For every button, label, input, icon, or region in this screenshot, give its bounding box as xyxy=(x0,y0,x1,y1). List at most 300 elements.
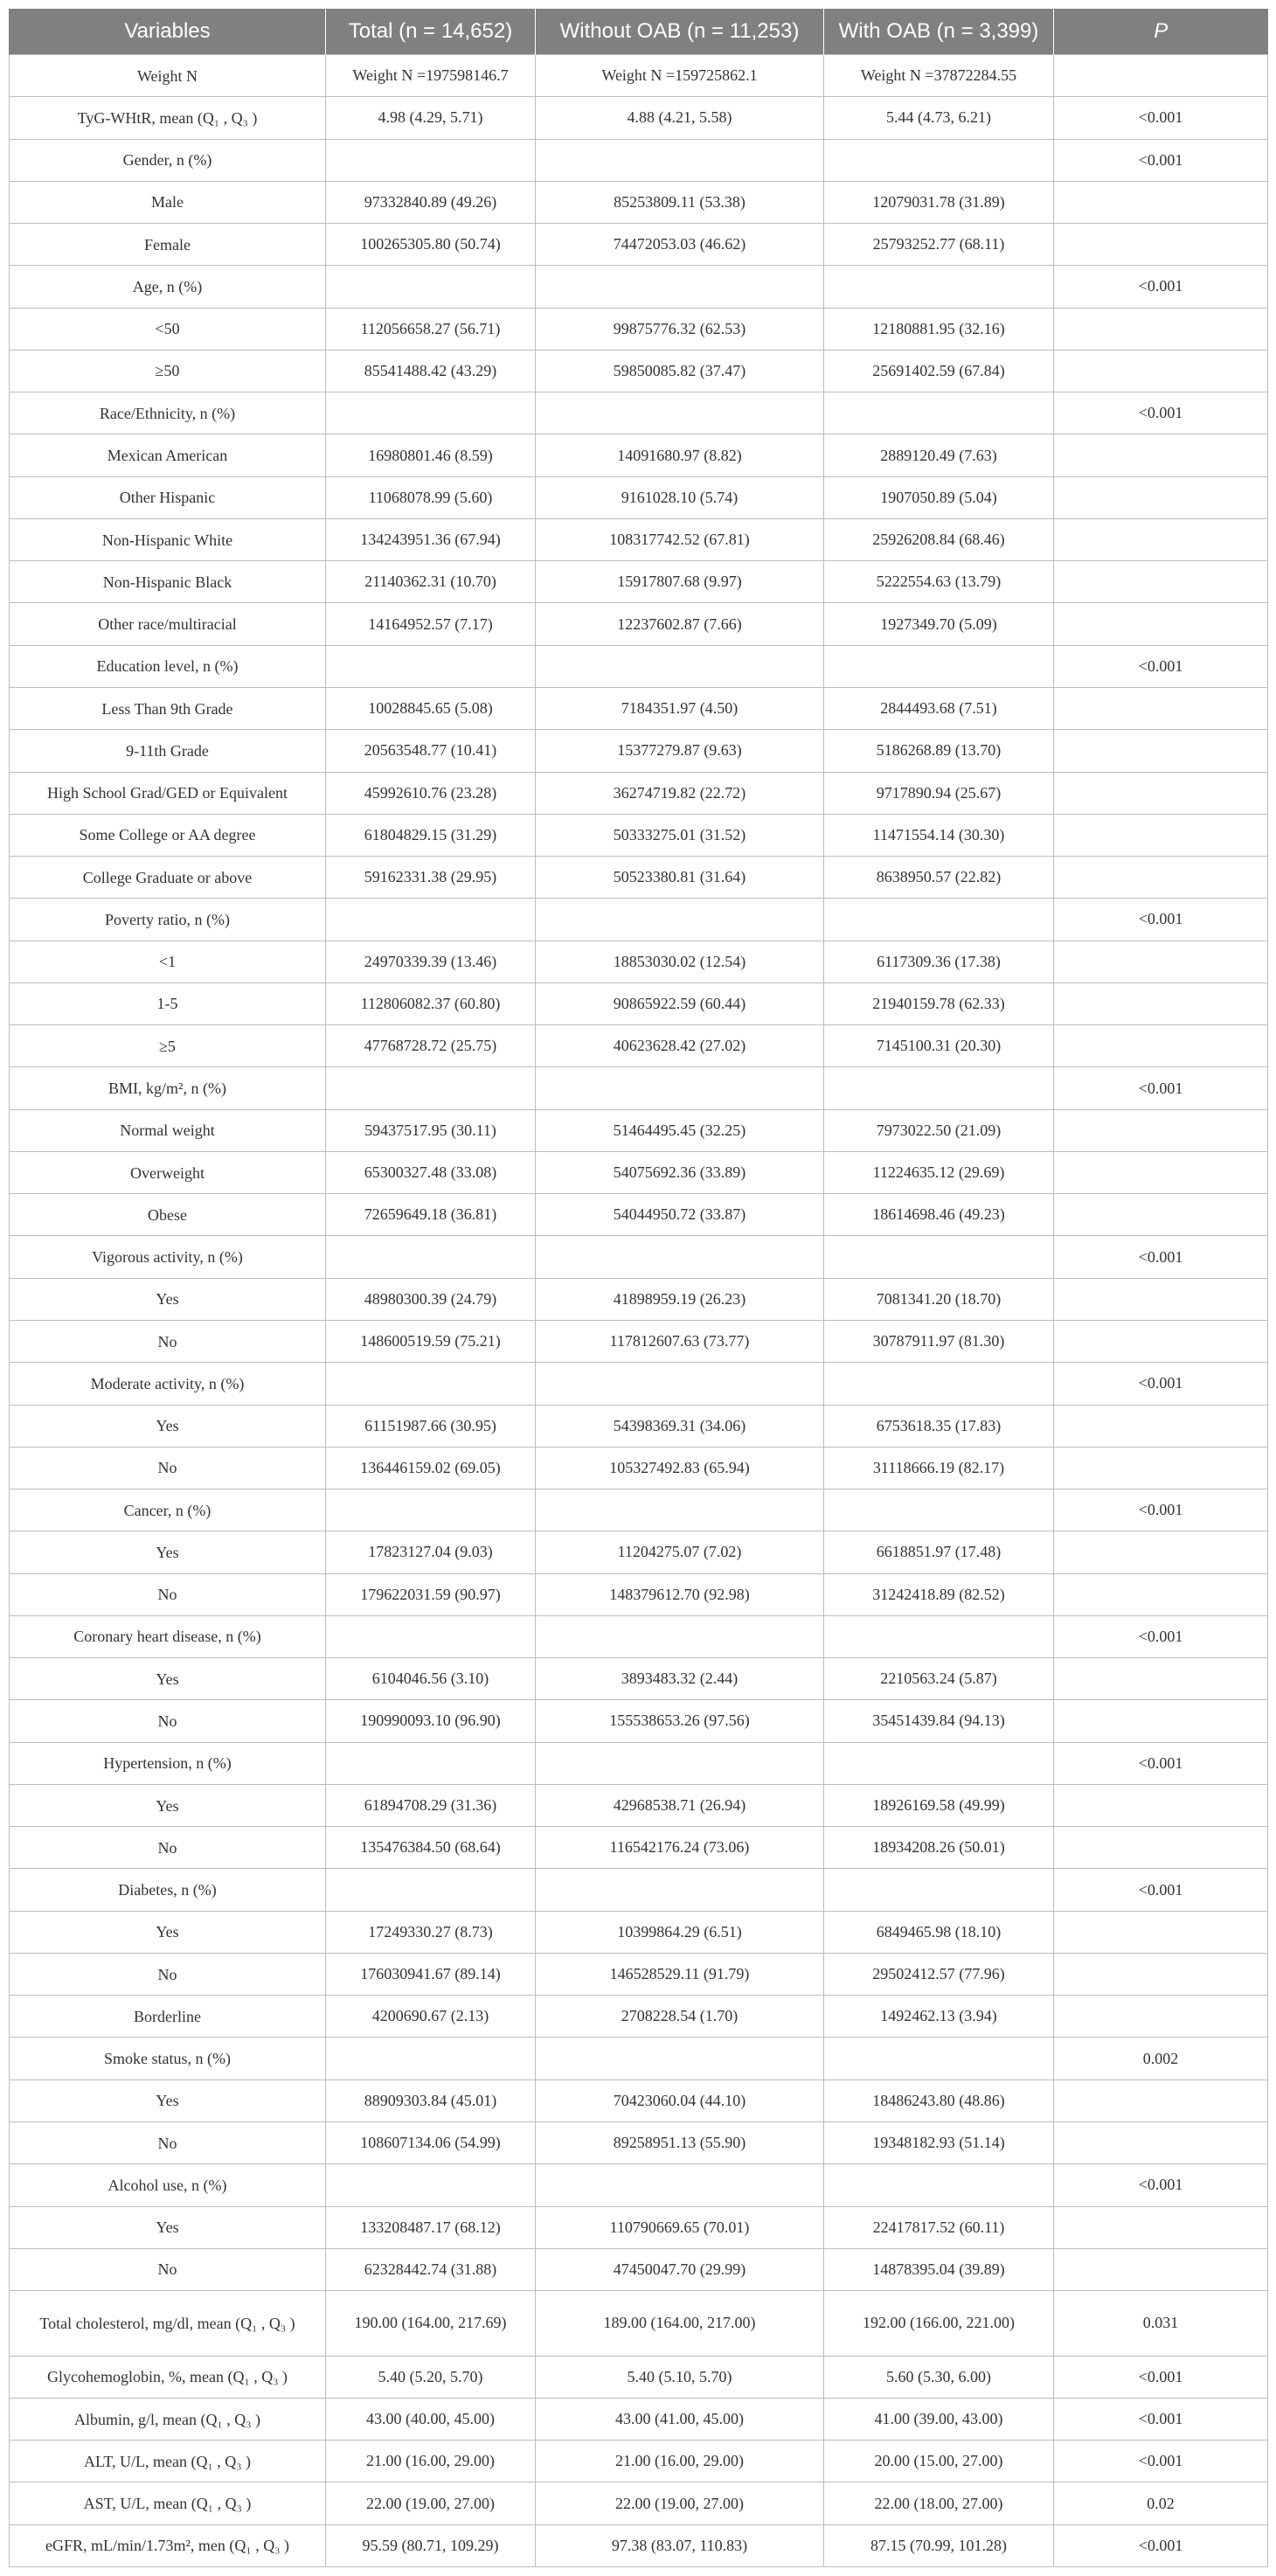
table-row xyxy=(10,2248,1268,2290)
table-row xyxy=(10,603,1268,645)
cell-p-value xyxy=(1054,2206,1268,2248)
cell-p-value xyxy=(1054,1405,1268,1447)
cell-variable: Yes xyxy=(10,1658,326,1700)
table-row xyxy=(10,772,1268,814)
cell-variable: Yes xyxy=(10,1278,326,1320)
cell-variable: Total cholesterol, mg/dl, mean (Q₁ , Q₃ ) xyxy=(10,2291,326,2357)
cell-variable: Non-Hispanic Black xyxy=(10,561,326,603)
cell-without-oab: 36274719.82 (22.72) xyxy=(536,772,824,814)
cell-without-oab xyxy=(536,1742,824,1784)
table-row xyxy=(10,645,1268,687)
cell-with-oab: 2889120.49 (7.63) xyxy=(824,434,1054,476)
cell-without-oab: 3893483.32 (2.44) xyxy=(536,1658,824,1700)
cell-variable: Cancer, n (%) xyxy=(10,1489,326,1531)
cell-variable: Male xyxy=(10,181,326,223)
cell-without-oab: 7184351.97 (4.50) xyxy=(536,687,824,729)
cell-with-oab: Weight N =37872284.55 xyxy=(824,55,1054,97)
cell-with-oab xyxy=(824,1869,1054,1911)
cell-with-oab: 2210563.24 (5.87) xyxy=(824,1658,1054,1700)
cell-with-oab: 192.00 (166.00, 221.00) xyxy=(824,2291,1054,2357)
cell-without-oab: 117812607.63 (73.77) xyxy=(536,1320,824,1362)
cell-p-value: <0.001 xyxy=(1054,1363,1268,1405)
cell-p-value xyxy=(1054,224,1268,266)
cell-total: 22.00 (19.00, 27.00) xyxy=(326,2482,536,2524)
cell-total: 20563548.77 (10.41) xyxy=(326,730,536,772)
cell-without-oab: 50523380.81 (31.64) xyxy=(536,857,824,899)
cell-total xyxy=(326,392,536,434)
cell-total: 24970339.39 (13.46) xyxy=(326,941,536,982)
cell-with-oab: 8638950.57 (22.82) xyxy=(824,857,1054,899)
cell-total xyxy=(326,2038,536,2080)
cell-without-oab: 15377279.87 (9.63) xyxy=(536,730,824,772)
cell-total: 176030941.67 (89.14) xyxy=(326,1953,536,1995)
cell-p-value: <0.001 xyxy=(1054,139,1268,181)
cell-with-oab: 11224635.12 (29.69) xyxy=(824,1151,1054,1193)
cell-without-oab xyxy=(536,266,824,308)
cell-p-value xyxy=(1054,1025,1268,1067)
cell-with-oab: 18934208.26 (50.01) xyxy=(824,1827,1054,1869)
table-row xyxy=(10,392,1268,434)
cell-variable: Yes xyxy=(10,1405,326,1447)
cell-total: 134243951.36 (67.94) xyxy=(326,518,536,560)
cell-with-oab: 6849465.98 (18.10) xyxy=(824,1911,1054,1953)
cell-p-value xyxy=(1054,1658,1268,1700)
header-without-oab: Without OAB (n = 11,253) xyxy=(536,9,824,55)
cell-p-value: 0.02 xyxy=(1054,2482,1268,2524)
cell-without-oab xyxy=(536,2164,824,2206)
cell-variable: Yes xyxy=(10,1531,326,1573)
cell-total: 21140362.31 (10.70) xyxy=(326,561,536,603)
cell-p-value xyxy=(1054,1447,1268,1489)
cell-with-oab: 5186268.89 (13.70) xyxy=(824,730,1054,772)
cell-without-oab xyxy=(536,392,824,434)
cell-with-oab: 1907050.89 (5.04) xyxy=(824,476,1054,518)
cell-with-oab: 1927349.70 (5.09) xyxy=(824,603,1054,645)
cell-variable: No xyxy=(10,2122,326,2164)
cell-p-value xyxy=(1054,687,1268,729)
cell-without-oab: 54398369.31 (34.06) xyxy=(536,1405,824,1447)
cell-variable: Weight N xyxy=(10,55,326,97)
cell-variable: Normal weight xyxy=(10,1109,326,1151)
cell-total: 61894708.29 (31.36) xyxy=(326,1784,536,1826)
cell-with-oab: 25793252.77 (68.11) xyxy=(824,224,1054,266)
cell-with-oab: 19348182.93 (51.14) xyxy=(824,2122,1054,2164)
cell-variable: Smoke status, n (%) xyxy=(10,2038,326,2080)
cell-without-oab: 9161028.10 (5.74) xyxy=(536,476,824,518)
cell-p-value xyxy=(1054,982,1268,1024)
cell-without-oab: 15917807.68 (9.97) xyxy=(536,561,824,603)
cell-without-oab: 40623628.42 (27.02) xyxy=(536,1025,824,1067)
table-row xyxy=(10,1869,1268,1911)
cell-total: 48980300.39 (24.79) xyxy=(326,1278,536,1320)
table-row xyxy=(10,1236,1268,1278)
table-body xyxy=(10,55,1268,2567)
cell-variable: ALT, U/L, mean (Q₁ , Q₃ ) xyxy=(10,2441,326,2482)
cell-variable: Poverty ratio, n (%) xyxy=(10,899,326,941)
cell-with-oab: 25691402.59 (67.84) xyxy=(824,350,1054,392)
cell-p-value xyxy=(1054,1784,1268,1826)
cell-without-oab xyxy=(536,645,824,687)
cell-with-oab: 11471554.14 (30.30) xyxy=(824,814,1054,856)
cell-with-oab: 18926169.58 (49.99) xyxy=(824,1784,1054,1826)
cell-with-oab: 9717890.94 (25.67) xyxy=(824,772,1054,814)
header-with-oab: With OAB (n = 3,399) xyxy=(824,9,1054,55)
cell-total: 61804829.15 (31.29) xyxy=(326,814,536,856)
cell-total: 43.00 (40.00, 45.00) xyxy=(326,2398,536,2440)
cell-total xyxy=(326,899,536,941)
cell-p-value xyxy=(1054,1320,1268,1362)
cell-total: 190990093.10 (96.90) xyxy=(326,1700,536,1742)
cell-total: 61151987.66 (30.95) xyxy=(326,1405,536,1447)
table-row xyxy=(10,1658,1268,1700)
cell-with-oab: 12079031.78 (31.89) xyxy=(824,181,1054,223)
cell-p-value xyxy=(1054,1278,1268,1320)
characteristics-table xyxy=(9,9,1268,2567)
cell-without-oab: 10399864.29 (6.51) xyxy=(536,1911,824,1953)
cell-with-oab: 30787911.97 (81.30) xyxy=(824,1320,1054,1362)
cell-with-oab: 41.00 (39.00, 43.00) xyxy=(824,2398,1054,2440)
cell-p-value xyxy=(1054,2080,1268,2121)
cell-variable: 9-11th Grade xyxy=(10,730,326,772)
cell-p-value xyxy=(1054,2248,1268,2290)
cell-with-oab: 5.44 (4.73, 6.21) xyxy=(824,97,1054,139)
table-row xyxy=(10,730,1268,772)
cell-without-oab: 85253809.11 (53.38) xyxy=(536,181,824,223)
cell-with-oab xyxy=(824,392,1054,434)
cell-p-value xyxy=(1054,814,1268,856)
cell-without-oab xyxy=(536,1615,824,1657)
cell-p-value xyxy=(1054,518,1268,560)
cell-total: 108607134.06 (54.99) xyxy=(326,2122,536,2164)
cell-total: 95.59 (80.71, 109.29) xyxy=(326,2524,536,2566)
cell-total xyxy=(326,1067,536,1109)
cell-p-value: <0.001 xyxy=(1054,2441,1268,2482)
cell-variable: Overweight xyxy=(10,1151,326,1193)
cell-p-value xyxy=(1054,603,1268,645)
cell-total: 5.40 (5.20, 5.70) xyxy=(326,2356,536,2398)
cell-total: 45992610.76 (23.28) xyxy=(326,772,536,814)
cell-variable: No xyxy=(10,2248,326,2290)
cell-variable: <1 xyxy=(10,941,326,982)
cell-variable: No xyxy=(10,1953,326,1995)
cell-variable: Non-Hispanic White xyxy=(10,518,326,560)
cell-p-value: <0.001 xyxy=(1054,1615,1268,1657)
cell-p-value xyxy=(1054,1151,1268,1193)
table-row xyxy=(10,2122,1268,2164)
table-row xyxy=(10,814,1268,856)
table-row xyxy=(10,1953,1268,1995)
header-p-value: P xyxy=(1054,9,1268,55)
cell-variable: 1-5 xyxy=(10,982,326,1024)
cell-p-value: <0.001 xyxy=(1054,2524,1268,2566)
cell-p-value xyxy=(1054,1194,1268,1236)
cell-total: 11068078.99 (5.60) xyxy=(326,476,536,518)
cell-total: 72659649.18 (36.81) xyxy=(326,1194,536,1236)
cell-p-value xyxy=(1054,55,1268,97)
cell-total xyxy=(326,1489,536,1531)
cell-p-value xyxy=(1054,772,1268,814)
cell-without-oab xyxy=(536,1067,824,1109)
cell-variable: No xyxy=(10,1827,326,1869)
cell-variable: No xyxy=(10,1320,326,1362)
cell-p-value: <0.001 xyxy=(1054,1236,1268,1278)
cell-without-oab: 21.00 (16.00, 29.00) xyxy=(536,2441,824,2482)
cell-p-value: <0.001 xyxy=(1054,1067,1268,1109)
table-row xyxy=(10,181,1268,223)
cell-with-oab: 22417817.52 (60.11) xyxy=(824,2206,1054,2248)
table-row xyxy=(10,1194,1268,1236)
cell-with-oab: 25926208.84 (68.46) xyxy=(824,518,1054,560)
table-row xyxy=(10,2398,1268,2440)
cell-with-oab: 2844493.68 (7.51) xyxy=(824,687,1054,729)
cell-with-oab xyxy=(824,2038,1054,2080)
cell-without-oab: 42968538.71 (26.94) xyxy=(536,1784,824,1826)
cell-p-value: <0.001 xyxy=(1054,2356,1268,2398)
table-row xyxy=(10,2482,1268,2524)
cell-without-oab: 18853030.02 (12.54) xyxy=(536,941,824,982)
header-variables: Variables xyxy=(10,9,326,55)
table-row xyxy=(10,1827,1268,1869)
cell-p-value xyxy=(1054,1573,1268,1615)
cell-without-oab: 5.40 (5.10, 5.70) xyxy=(536,2356,824,2398)
cell-variable: Other Hispanic xyxy=(10,476,326,518)
cell-p-value xyxy=(1054,350,1268,392)
table-row xyxy=(10,518,1268,560)
cell-variable: Mexican American xyxy=(10,434,326,476)
cell-variable: Alcohol use, n (%) xyxy=(10,2164,326,2206)
cell-without-oab: 74472053.03 (46.62) xyxy=(536,224,824,266)
table-row xyxy=(10,1784,1268,1826)
table-row xyxy=(10,266,1268,308)
cell-without-oab: 50333275.01 (31.52) xyxy=(536,814,824,856)
cell-with-oab: 87.15 (70.99, 101.28) xyxy=(824,2524,1054,2566)
cell-with-oab xyxy=(824,266,1054,308)
cell-variable: Race/Ethnicity, n (%) xyxy=(10,392,326,434)
cell-without-oab: 89258951.13 (55.90) xyxy=(536,2122,824,2164)
cell-with-oab xyxy=(824,139,1054,181)
cell-p-value: <0.001 xyxy=(1054,2164,1268,2206)
cell-total: 14164952.57 (7.17) xyxy=(326,603,536,645)
cell-with-oab xyxy=(824,1615,1054,1657)
cell-with-oab: 1492462.13 (3.94) xyxy=(824,1996,1054,2038)
cell-p-value xyxy=(1054,434,1268,476)
cell-total: 85541488.42 (43.29) xyxy=(326,350,536,392)
cell-variable: Education level, n (%) xyxy=(10,645,326,687)
cell-variable: ≥5 xyxy=(10,1025,326,1067)
cell-with-oab: 18614698.46 (49.23) xyxy=(824,1194,1054,1236)
table-row xyxy=(10,941,1268,982)
table-row xyxy=(10,1151,1268,1193)
cell-total xyxy=(326,1869,536,1911)
table-row xyxy=(10,139,1268,181)
table-row xyxy=(10,2356,1268,2398)
cell-total: 62328442.74 (31.88) xyxy=(326,2248,536,2290)
cell-without-oab: Weight N =159725862.1 xyxy=(536,55,824,97)
cell-with-oab: 35451439.84 (94.13) xyxy=(824,1700,1054,1742)
table-row xyxy=(10,97,1268,139)
cell-total xyxy=(326,1742,536,1784)
cell-p-value: <0.001 xyxy=(1054,899,1268,941)
cell-without-oab: 54044950.72 (33.87) xyxy=(536,1194,824,1236)
cell-without-oab: 43.00 (41.00, 45.00) xyxy=(536,2398,824,2440)
cell-variable: College Graduate or above xyxy=(10,857,326,899)
cell-p-value xyxy=(1054,1953,1268,1995)
cell-total: 135476384.50 (68.64) xyxy=(326,1827,536,1869)
table-row xyxy=(10,1700,1268,1742)
cell-total: 179622031.59 (90.97) xyxy=(326,1573,536,1615)
cell-with-oab xyxy=(824,645,1054,687)
cell-without-oab: 11204275.07 (7.02) xyxy=(536,1531,824,1573)
cell-total xyxy=(326,645,536,687)
cell-p-value xyxy=(1054,561,1268,603)
cell-p-value: <0.001 xyxy=(1054,392,1268,434)
cell-with-oab xyxy=(824,1363,1054,1405)
table-row xyxy=(10,1278,1268,1320)
cell-total xyxy=(326,1615,536,1657)
cell-variable: Other race/multiracial xyxy=(10,603,326,645)
cell-without-oab: 155538653.26 (97.56) xyxy=(536,1700,824,1742)
cell-p-value: <0.001 xyxy=(1054,2398,1268,2440)
cell-total xyxy=(326,2164,536,2206)
cell-variable: Yes xyxy=(10,2206,326,2248)
cell-without-oab: 99875776.32 (62.53) xyxy=(536,308,824,350)
cell-without-oab: 116542176.24 (73.06) xyxy=(536,1827,824,1869)
cell-total: 97332840.89 (49.26) xyxy=(326,181,536,223)
table-row xyxy=(10,1615,1268,1657)
table-row xyxy=(10,1531,1268,1573)
table-row xyxy=(10,561,1268,603)
cell-with-oab: 31118666.19 (82.17) xyxy=(824,1447,1054,1489)
cell-total xyxy=(326,139,536,181)
cell-variable: Borderline xyxy=(10,1996,326,2038)
cell-total: 136446159.02 (69.05) xyxy=(326,1447,536,1489)
cell-p-value xyxy=(1054,1911,1268,1953)
cell-variable: Moderate activity, n (%) xyxy=(10,1363,326,1405)
cell-variable: ≥50 xyxy=(10,350,326,392)
cell-total: 17249330.27 (8.73) xyxy=(326,1911,536,1953)
cell-with-oab xyxy=(824,2164,1054,2206)
table-row xyxy=(10,1405,1268,1447)
cell-variable: Yes xyxy=(10,1911,326,1953)
cell-total: 133208487.17 (68.12) xyxy=(326,2206,536,2248)
cell-p-value xyxy=(1054,1531,1268,1573)
cell-p-value: <0.001 xyxy=(1054,1489,1268,1531)
cell-without-oab xyxy=(536,139,824,181)
cell-with-oab: 7145100.31 (20.30) xyxy=(824,1025,1054,1067)
cell-p-value: <0.001 xyxy=(1054,266,1268,308)
cell-without-oab: 90865922.59 (60.44) xyxy=(536,982,824,1024)
cell-total: 4200690.67 (2.13) xyxy=(326,1996,536,2038)
cell-with-oab xyxy=(824,1236,1054,1278)
cell-with-oab: 7973022.50 (21.09) xyxy=(824,1109,1054,1151)
table-row xyxy=(10,2441,1268,2482)
table-row xyxy=(10,1109,1268,1151)
cell-total: 65300327.48 (33.08) xyxy=(326,1151,536,1193)
cell-with-oab: 18486243.80 (48.86) xyxy=(824,2080,1054,2121)
cell-total: 16980801.46 (8.59) xyxy=(326,434,536,476)
cell-without-oab: 12237602.87 (7.66) xyxy=(536,603,824,645)
table-row xyxy=(10,1363,1268,1405)
table-row xyxy=(10,1996,1268,2038)
cell-with-oab xyxy=(824,1489,1054,1531)
cell-with-oab: 6117309.36 (17.38) xyxy=(824,941,1054,982)
cell-with-oab: 12180881.95 (32.16) xyxy=(824,308,1054,350)
cell-variable: Gender, n (%) xyxy=(10,139,326,181)
table-row xyxy=(10,1911,1268,1953)
cell-total: 112806082.37 (60.80) xyxy=(326,982,536,1024)
cell-with-oab: 5222554.63 (13.79) xyxy=(824,561,1054,603)
cell-without-oab xyxy=(536,2038,824,2080)
cell-with-oab: 31242418.89 (82.52) xyxy=(824,1573,1054,1615)
cell-without-oab: 54075692.36 (33.89) xyxy=(536,1151,824,1193)
table-row xyxy=(10,2080,1268,2121)
cell-total: 59437517.95 (30.11) xyxy=(326,1109,536,1151)
cell-without-oab: 41898959.19 (26.23) xyxy=(536,1278,824,1320)
cell-with-oab: 6618851.97 (17.48) xyxy=(824,1531,1054,1573)
cell-p-value xyxy=(1054,1700,1268,1742)
cell-with-oab: 6753618.35 (17.83) xyxy=(824,1405,1054,1447)
cell-variable: eGFR, mL/min/1.73m², men (Q₁ , Q₃ ) xyxy=(10,2524,326,2566)
cell-with-oab: 7081341.20 (18.70) xyxy=(824,1278,1054,1320)
cell-p-value: <0.001 xyxy=(1054,645,1268,687)
cell-with-oab: 29502412.57 (77.96) xyxy=(824,1953,1054,1995)
cell-total: 4.98 (4.29, 5.71) xyxy=(326,97,536,139)
table-row xyxy=(10,982,1268,1024)
cell-with-oab: 20.00 (15.00, 27.00) xyxy=(824,2441,1054,2482)
cell-without-oab: 14091680.97 (8.82) xyxy=(536,434,824,476)
table-row xyxy=(10,2206,1268,2248)
cell-without-oab: 2708228.54 (1.70) xyxy=(536,1996,824,2038)
table-row xyxy=(10,1489,1268,1531)
cell-p-value: 0.031 xyxy=(1054,2291,1268,2357)
cell-total xyxy=(326,1363,536,1405)
cell-total: 10028845.65 (5.08) xyxy=(326,687,536,729)
cell-total: 17823127.04 (9.03) xyxy=(326,1531,536,1573)
cell-p-value xyxy=(1054,476,1268,518)
cell-variable: Diabetes, n (%) xyxy=(10,1869,326,1911)
cell-variable: Yes xyxy=(10,2080,326,2121)
cell-total: 190.00 (164.00, 217.69) xyxy=(326,2291,536,2357)
cell-without-oab: 51464495.45 (32.25) xyxy=(536,1109,824,1151)
table-row xyxy=(10,2291,1268,2357)
cell-p-value: <0.001 xyxy=(1054,97,1268,139)
cell-total: 88909303.84 (45.01) xyxy=(326,2080,536,2121)
table-row xyxy=(10,857,1268,899)
table-row xyxy=(10,434,1268,476)
cell-variable: Obese xyxy=(10,1194,326,1236)
cell-total: 112056658.27 (56.71) xyxy=(326,308,536,350)
cell-total: 6104046.56 (3.10) xyxy=(326,1658,536,1700)
cell-variable: AST, U/L, mean (Q₁ , Q₃ ) xyxy=(10,2482,326,2524)
table-row xyxy=(10,55,1268,97)
table-row xyxy=(10,2038,1268,2080)
cell-with-oab xyxy=(824,1742,1054,1784)
table-row xyxy=(10,899,1268,941)
cell-variable: Age, n (%) xyxy=(10,266,326,308)
cell-without-oab: 4.88 (4.21, 5.58) xyxy=(536,97,824,139)
cell-total: 148600519.59 (75.21) xyxy=(326,1320,536,1362)
cell-variable: Vigorous activity, n (%) xyxy=(10,1236,326,1278)
cell-variable: Hypertension, n (%) xyxy=(10,1742,326,1784)
cell-without-oab xyxy=(536,1489,824,1531)
table-row xyxy=(10,1447,1268,1489)
cell-with-oab xyxy=(824,1067,1054,1109)
table-row xyxy=(10,476,1268,518)
cell-p-value xyxy=(1054,941,1268,982)
cell-p-value xyxy=(1054,1827,1268,1869)
cell-variable: Yes xyxy=(10,1784,326,1826)
table-row xyxy=(10,1320,1268,1362)
